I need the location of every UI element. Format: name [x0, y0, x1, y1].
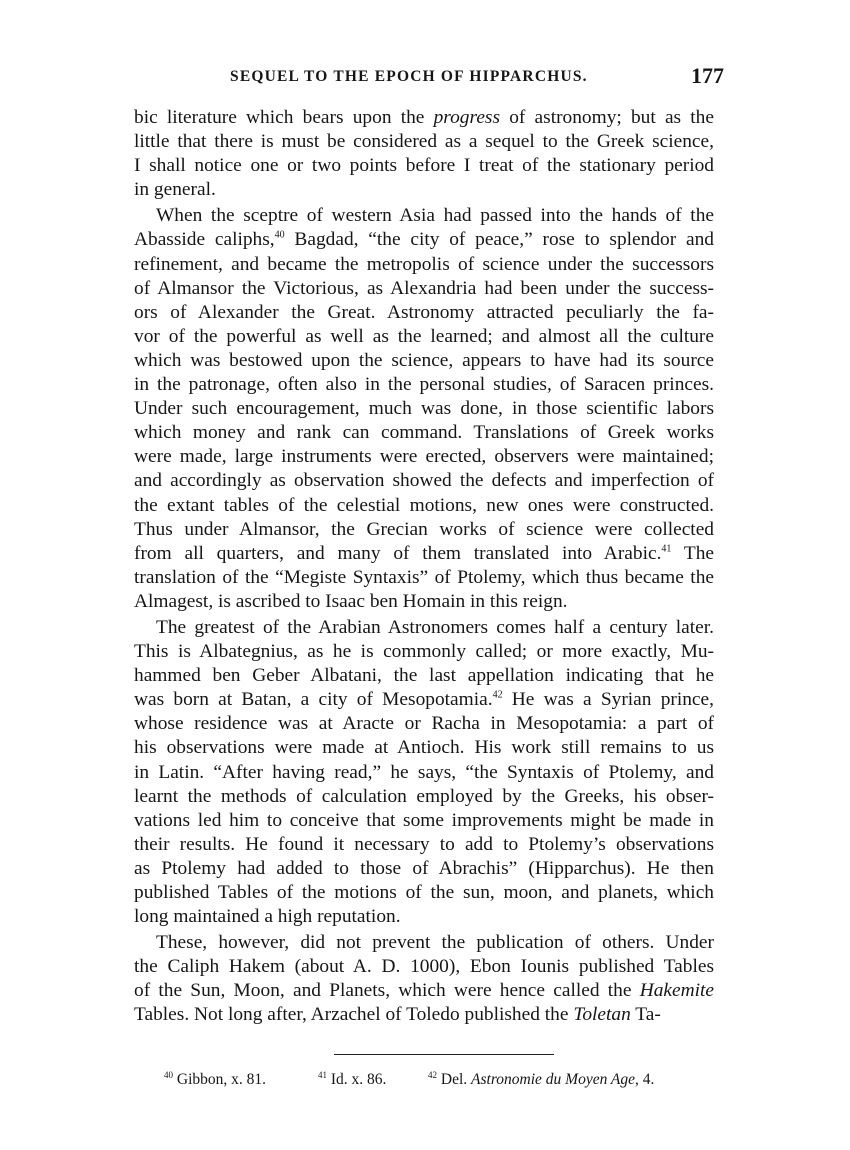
- text-line: [134, 445, 714, 469]
- text-run: long maintained a high reputation.: [134, 906, 401, 928]
- text-run: whose residence was at Aracte or Racha in Mesopotamia: a part of: [134, 713, 714, 735]
- footnote-text: Gibbon, x. 81.: [176, 1071, 266, 1088]
- page-number: 177: [691, 63, 724, 88]
- footnote-40: [164, 1071, 266, 1089]
- text-run: his observations were made at Antioch. His work still remains to us: [134, 737, 714, 759]
- text-run: bic literature which bears upon the: [134, 107, 434, 128]
- text-line: [134, 809, 714, 833]
- text-line: [134, 373, 714, 397]
- text-line: [134, 955, 714, 979]
- text-run: which was bestowed upon the science, appears to have had its source: [134, 349, 714, 371]
- text-run: the extant tables of the celestial motions, new ones were constructed.: [134, 494, 714, 516]
- footnote-page: , 4.: [635, 1071, 655, 1088]
- text-line: [134, 397, 714, 421]
- footnote-rule: [334, 1054, 554, 1055]
- text-line: [134, 857, 714, 881]
- italic-run: Toletan: [573, 1004, 631, 1026]
- text-run: The: [671, 542, 714, 564]
- text-line: [134, 301, 714, 325]
- text-line: [134, 1003, 714, 1027]
- text-run: was born at Batan, a city of Mesopotamia.: [134, 689, 493, 711]
- footnote-41: [318, 1071, 386, 1089]
- footnote-title: Astronomie du Moyen Age: [471, 1071, 636, 1088]
- text-run: in Latin. “After having read,” he says, “the Syntaxis of Ptolemy, and: [134, 761, 714, 783]
- text-run: learnt the methods of calculation employed by the Greeks, his obser-: [134, 785, 714, 807]
- text-line: [134, 228, 714, 252]
- text-line: [134, 106, 714, 130]
- text-run: translation of the “Megiste Syntaxis” of Ptolemy, which thus became the: [134, 566, 714, 588]
- text-line: [134, 640, 714, 664]
- footnote-ref: 40: [274, 230, 285, 241]
- text-run: and accordingly as observation showed the defects and imperfection of: [134, 470, 714, 492]
- footnote-ref: 41: [661, 543, 672, 555]
- footnote-42: [428, 1071, 654, 1089]
- text-run: which money and rank can command. Translations of Greek works: [134, 422, 714, 444]
- text-line: [134, 761, 714, 785]
- text-line: [134, 154, 714, 178]
- text-line: [134, 542, 714, 566]
- italic-run: progress: [433, 107, 501, 128]
- text-line: [134, 931, 714, 955]
- text-run: Almagest, is ascribed to Isaac ben Homain in this reign.: [134, 590, 568, 612]
- text-run: of Almansor the Victorious, as Alexandria had been under the success-: [134, 277, 714, 299]
- text-run: in general.: [134, 179, 216, 201]
- text-run: Ta-: [630, 1004, 661, 1026]
- text-line: [134, 736, 714, 760]
- text-line: [134, 688, 714, 712]
- text-run: Bagdad, “the city of peace,” rose to splendor and: [284, 229, 714, 251]
- paragraph: [134, 616, 714, 929]
- text-run: ors of Alexander the Great. Astronomy attracted peculiarly the fa-: [134, 301, 714, 323]
- text-run: hammed ben Geber Albatani, the last appellation indicating that he: [134, 665, 714, 687]
- text-run: vations led him to conceive that some improvements might be made in: [134, 809, 714, 831]
- text-run: Under such encouragement, much was done, in those scientific labors: [134, 398, 714, 420]
- text-run: from all quarters, and many of them translated into Arabic.: [134, 542, 662, 564]
- paragraph: [134, 106, 714, 202]
- text-line: [134, 881, 714, 905]
- text-run: in the patronage, often also in the personal studies, of Saracen princes.: [134, 374, 714, 396]
- text-run: These, however, did not prevent the publication of others. Under: [156, 932, 714, 954]
- text-run: published Tables of the motions of the sun, moon, and planets, which: [134, 882, 714, 903]
- text-line: [134, 712, 714, 736]
- text-line: [134, 566, 714, 590]
- text-line: [134, 469, 714, 493]
- text-line: [134, 253, 714, 277]
- text-run: their results. He found it necessary to add to Ptolemy’s observations: [134, 833, 714, 855]
- footnote-text: Id. x. 86.: [330, 1071, 387, 1088]
- text-line: [134, 130, 714, 154]
- footnote-marker: 41: [318, 1069, 327, 1080]
- footnote-ref: 42: [492, 689, 503, 701]
- text-run: Tables. Not long after, Arzachel of Toledo published the: [134, 1004, 574, 1026]
- text-run: of the Sun, Moon, and Planets, which were hence called the: [134, 980, 640, 1002]
- body-text: [134, 106, 714, 1028]
- text-run: the Caliph Hakem (about A. D. 1000), Ebon Iounis published Tables: [134, 956, 714, 978]
- paragraph: [134, 931, 714, 1027]
- footnote-marker: 40: [164, 1069, 173, 1080]
- text-run: This is Albategnius, as he is commonly called; or more exactly, Mu-: [134, 641, 714, 663]
- paragraph: [134, 204, 714, 614]
- text-run: of astronomy; but as the: [500, 107, 714, 128]
- text-line: [134, 494, 714, 518]
- text-line: [134, 590, 714, 614]
- text-line: [134, 204, 714, 228]
- text-line: [134, 349, 714, 373]
- text-run: refinement, and became the metropolis of science under the successors: [134, 253, 714, 275]
- text-line: [134, 905, 714, 929]
- text-line: [134, 325, 714, 349]
- text-run: as Ptolemy had added to those of Abrachis” (Hipparchus). He then: [134, 857, 714, 879]
- text-line: [134, 664, 714, 688]
- text-run: Thus under Almansor, the Grecian works of science were collected: [134, 518, 714, 540]
- text-run: were made, large instruments were erected, observers were maintained;: [134, 446, 714, 468]
- text-line: [134, 178, 714, 202]
- text-run: When the sceptre of western Asia had passed into the hands of the: [156, 205, 714, 227]
- footnote-text: Del.: [440, 1071, 472, 1088]
- text-run: Abasside caliphs,: [134, 229, 275, 251]
- text-run: I shall notice one or two points before I treat of the stationary period: [134, 155, 714, 177]
- text-run: The greatest of the Arabian Astronomers comes half a century later.: [156, 616, 714, 638]
- italic-run: Hakemite: [639, 980, 714, 1002]
- text-run: vor of the powerful as well as the learned; and almost all the culture: [134, 325, 714, 347]
- text-line: [134, 833, 714, 857]
- text-line: [134, 616, 714, 640]
- text-run: little that there is must be considered as a sequel to the Greek science,: [134, 131, 714, 153]
- footnote-marker: 42: [428, 1069, 437, 1080]
- text-line: [134, 785, 714, 809]
- text-line: [134, 277, 714, 301]
- running-head: [134, 63, 724, 96]
- text-line: [134, 421, 714, 445]
- text-line: [134, 518, 714, 542]
- running-title: SEQUEL TO THE EPOCH OF HIPPARCHUS.: [230, 68, 588, 85]
- text-run: He was a Syrian prince,: [502, 689, 714, 711]
- text-line: [134, 979, 714, 1003]
